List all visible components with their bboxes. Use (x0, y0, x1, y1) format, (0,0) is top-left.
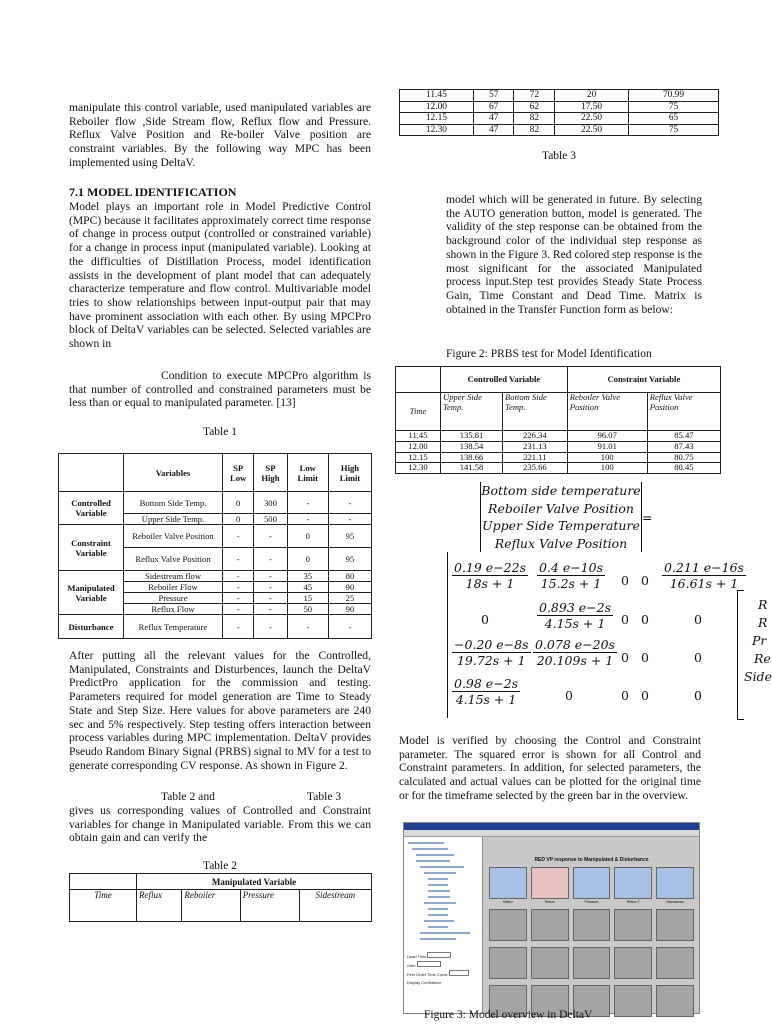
matrix-cell: $\frac{0.211 e-16s}{16.61s + 1}$ (664, 560, 744, 591)
step-tile (489, 867, 527, 899)
matrix-cell: 0 (641, 688, 649, 703)
intro-paragraph: manipulate this control variable, used manipulated variables are Reboiler flow ,Side Stream flow, Reflux flow and Pressure. Reflux Valve Position and Re-boiler Valve position are constraint variables. By the following way MPC has been implemented using DeltaV. (69, 101, 371, 169)
matrix-cell: 0 (694, 650, 702, 665)
condition-paragraph: Condition to execute MPCPro algorithm is that number of controlled and constrained parameters must be less than or equal to manipulated parameter. [13] (69, 369, 371, 410)
matrix-cell: $\frac{0.893 e-2s}{4.15s + 1}$ (539, 600, 611, 631)
t1-header: SP Low (223, 454, 254, 492)
model-paragraph: Model plays an important role in Model Predictive Control (MPC) because it facilitates approximately correct time response of change in process output (controlled or constrained variable) for a change in process input (manipulated variable). Looking at the difficulties of Distillation Process, model identification assists in the development of plant model that can adequately characterize temperature and flow control. Multivariable model tries to show relationships between input-output pair that may have prominent association with each other. By using MPCPro block of DeltaV variables can be selected. Selected variables are shown in (69, 200, 371, 351)
t1-header: SP High (254, 454, 287, 492)
matrix-cell: 0 (694, 688, 702, 703)
tile-row-3 (484, 941, 699, 979)
matrix-cell: 0 (621, 688, 629, 703)
table3-caption: Table 3 (541, 150, 576, 162)
step-tile (573, 867, 611, 899)
matrix-cell: 0 (621, 650, 629, 665)
tile-row-1 (484, 863, 699, 899)
t1-header: Variables (124, 454, 223, 492)
gives-paragraph: gives us corresponding values of Controlled and Constraint variables for change in Manipulated variable. From this we can obtain gain and can verify the (69, 804, 371, 845)
menu-bar (404, 830, 699, 837)
step-tile (656, 867, 694, 899)
figure2-caption: Figure 2: PRBS test for Model Identification (446, 348, 652, 360)
tree-panel (404, 837, 483, 1013)
verify-paragraph: Model is verified by choosing the Control and Constraint parameter. The squared error is shown for all Control and Constraint parameters. In addition, for selected parameters, the calculated and actual values can be plotted for the original time or for the timeframe selected by the green bar in the overview. (399, 734, 701, 802)
matrix-cell: 0 (621, 612, 629, 627)
figure3-caption: Figure 3: Model overview in DeltaV (424, 1009, 593, 1021)
matrix-cell: $\frac{0.4 e-10s}{15.2s + 1}$ (539, 560, 604, 591)
after-paragraph: After putting all the relevant values for the Controlled, Manipulated, Constraints and Disturbences, launch the DeltaV PredictPro application for the commission and testing. Parameters required for model generation are Time to Steady State and Step Size. Here values for above parameters are 240 sec and 5% respectively. Step testing offers interaction between process variables during MPC implementation. DeltaV provides Pseudo Random Binary Signal (PRBS) signal to MV for a test to generate corresponding CV response. As shown in Figure 2. (69, 649, 371, 772)
table1-caption: Table 1 (202, 426, 237, 438)
t2-group-header: Manipulated Variable (137, 874, 372, 890)
window-titlebar (404, 823, 699, 830)
matrix-cell: 0 (621, 573, 629, 588)
table2-caption: Table 2 (202, 860, 237, 872)
matrix-cell: $\frac{0.98 e-2s}{4.15s + 1}$ (454, 676, 519, 707)
matrix-cell: 0 (565, 688, 573, 703)
matrix-cell: $\frac{-0.20 e-8s}{19.72s + 1}$ (454, 637, 529, 668)
matrix-cell: 0 (641, 650, 649, 665)
matrix-cell: $\frac{0.19 e-22s}{18s + 1}$ (454, 560, 526, 591)
equation-lhs-vector: Bottom side temperature Reboiler Valve Position Upper Side Temperature Reflux Valve Position (481, 483, 641, 551)
matrix-cell: 0 (694, 612, 702, 627)
right-model-paragraph: model which will be generated in future. By selecting the AUTO generation button, model is generated. The validity of the step response can be obtained from the background color of the individual step response as shown in the Figure 3. Red colored step response is the most significant for the associated Manipulated process input.Step test provides Steady State Process Gain, Time Constant and Dead Time. Matrix is obtained in the Transfer Function form as below: (446, 193, 702, 316)
matrix-cell: 0 (641, 573, 649, 588)
tile-labels: Reflux Reboil Pressure Reflux T Sidestream (502, 900, 684, 904)
matrix-cell: 0 (481, 612, 489, 627)
t1-group-label: Manipulated Variable (59, 571, 124, 615)
table3: Controlled Variable Constraint Variable Time Upper Side Temp. Bottom Side Temp. Reboiler Valve Position Reflux Valve Position 11.45 135.81 226.34 96.07 85.47 12.00 138.54 231.13 91.01 87.43 12.15 138.66 221.11 100 80.75 12.30 141.58 235.66 100 80.45 (395, 366, 721, 474)
t1-header: High Limit (328, 454, 371, 492)
t1-header: Low Limit (287, 454, 328, 492)
t1-group-label: Controlled Variable (59, 492, 124, 525)
table1: Variables SP Low SP High Low Limit High Limit Controlled Variable Bottom Side Temp. 0 300 - - Upper Side Temp. 0 500 - - Constraint Variable Reboiler Valve Position - - 0 95 Reflux Valve Position - - 0 95 Manipulated Variable Sidestream flow - - 35 80 Reboiler Flow - - 45 90 Pressure - - 15 25 Reflux Flow - - 50 90 Disturbance Reflux Temperature - - - - (58, 453, 372, 639)
t1-group-label: Constraint Variable (59, 525, 124, 571)
table-ref-line: Table 2 and Table 3 (161, 790, 342, 803)
step-tile (614, 867, 652, 899)
tile-row-2 (484, 905, 699, 941)
plot-title: RED VP response to Manipulated & Disturbance (534, 857, 649, 863)
table-top: 11.45 57 72 20 70.99 12.00 67 62 17.50 75 12.15 47 82 22.50 65 12.30 47 82 22.50 75 (399, 89, 719, 136)
matrix-bracket-right (737, 590, 744, 720)
equation-equals: = (642, 510, 653, 525)
figure3-screenshot (403, 822, 700, 1014)
t1-group-label: Disturbance (59, 615, 124, 639)
plot-area (484, 837, 699, 1013)
matrix-cell: $\frac{0.078 e-20s}{20.109s + 1}$ (535, 637, 615, 668)
tree-lines (404, 837, 482, 947)
equation-rhs-cut: R R Pr Re Side (744, 597, 772, 684)
step-tile-highlight (531, 867, 569, 899)
matrix-bracket-left (447, 552, 450, 718)
table2: Manipulated Variable Time Reflux Reboiler Pressure Sidestream (69, 873, 372, 922)
matrix-cell: 0 (641, 612, 649, 627)
side-params: Dead Time Gain First Order Time Const Display Confidence (404, 952, 482, 987)
section-heading: 7.1 MODEL IDENTIFICATION (69, 185, 237, 199)
